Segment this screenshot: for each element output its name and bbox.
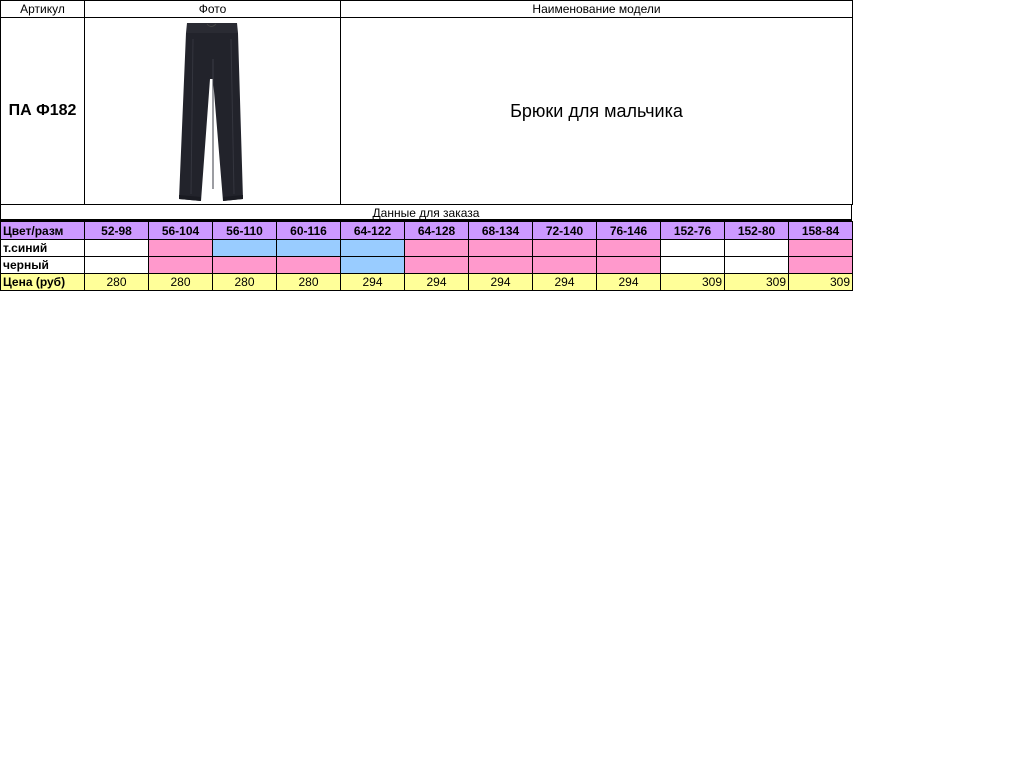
size-cell: 56-104: [149, 222, 213, 240]
column-header-photo: Фото: [85, 1, 341, 18]
availability-cell: [661, 240, 725, 257]
availability-cell: [213, 257, 277, 274]
column-header-article: Артикул: [1, 1, 85, 18]
price-row-label: Цена (руб): [1, 274, 85, 291]
availability-cell: [725, 240, 789, 257]
availability-cell: [469, 257, 533, 274]
availability-cell: [341, 240, 405, 257]
size-cell: 152-80: [725, 222, 789, 240]
availability-cell: [405, 240, 469, 257]
product-photo-cell: [85, 18, 341, 205]
price-cell: 294: [341, 274, 405, 291]
availability-cell: [277, 240, 341, 257]
availability-cell: [85, 240, 149, 257]
size-cell: 152-76: [661, 222, 725, 240]
article-code: ПА Ф182: [1, 18, 85, 205]
size-cell: 64-122: [341, 222, 405, 240]
size-cell: 76-146: [597, 222, 661, 240]
availability-cell: [533, 257, 597, 274]
availability-cell: [469, 240, 533, 257]
availability-cell: [725, 257, 789, 274]
price-cell: 294: [533, 274, 597, 291]
price-cell: 294: [597, 274, 661, 291]
availability-cell: [85, 257, 149, 274]
price-cell: 309: [725, 274, 789, 291]
order-data-title: Данные для заказа: [0, 205, 852, 221]
availability-cell: [277, 257, 341, 274]
product-header-table: [0, 0, 853, 205]
size-cell: 52-98: [85, 222, 149, 240]
availability-cell: [213, 240, 277, 257]
pants-photo: [173, 19, 253, 203]
price-cell: 280: [213, 274, 277, 291]
price-sheet: [0, 0, 852, 291]
availability-cell: [597, 257, 661, 274]
price-cell: 309: [789, 274, 853, 291]
availability-cell: [341, 257, 405, 274]
size-cell: 56-110: [213, 222, 277, 240]
product-row: [1, 18, 853, 205]
price-cell: 280: [85, 274, 149, 291]
availability-cell: [789, 240, 853, 257]
price-cell: 309: [661, 274, 725, 291]
price-row: [1, 274, 853, 291]
size-header-row: [1, 222, 853, 240]
header-row: [1, 1, 853, 18]
availability-cell: [597, 240, 661, 257]
price-cell: 280: [149, 274, 213, 291]
availability-cell: [789, 257, 853, 274]
price-cell: 294: [469, 274, 533, 291]
color-row: [1, 240, 853, 257]
price-cell: 294: [405, 274, 469, 291]
size-cell: 60-116: [277, 222, 341, 240]
column-header-model-name: Наименование модели: [341, 1, 853, 18]
order-grid: [0, 221, 853, 291]
availability-cell: [149, 240, 213, 257]
size-row-label: Цвет/разм: [1, 222, 85, 240]
availability-cell: [533, 240, 597, 257]
availability-cell: [661, 257, 725, 274]
color-row: [1, 257, 853, 274]
availability-cell: [149, 257, 213, 274]
model-name: Брюки для мальчика: [341, 18, 853, 205]
size-cell: 68-134: [469, 222, 533, 240]
size-cell: 64-128: [405, 222, 469, 240]
color-label: т.синий: [1, 240, 85, 257]
size-cell: 72-140: [533, 222, 597, 240]
color-label: черный: [1, 257, 85, 274]
availability-cell: [405, 257, 469, 274]
price-cell: 280: [277, 274, 341, 291]
size-cell: 158-84: [789, 222, 853, 240]
